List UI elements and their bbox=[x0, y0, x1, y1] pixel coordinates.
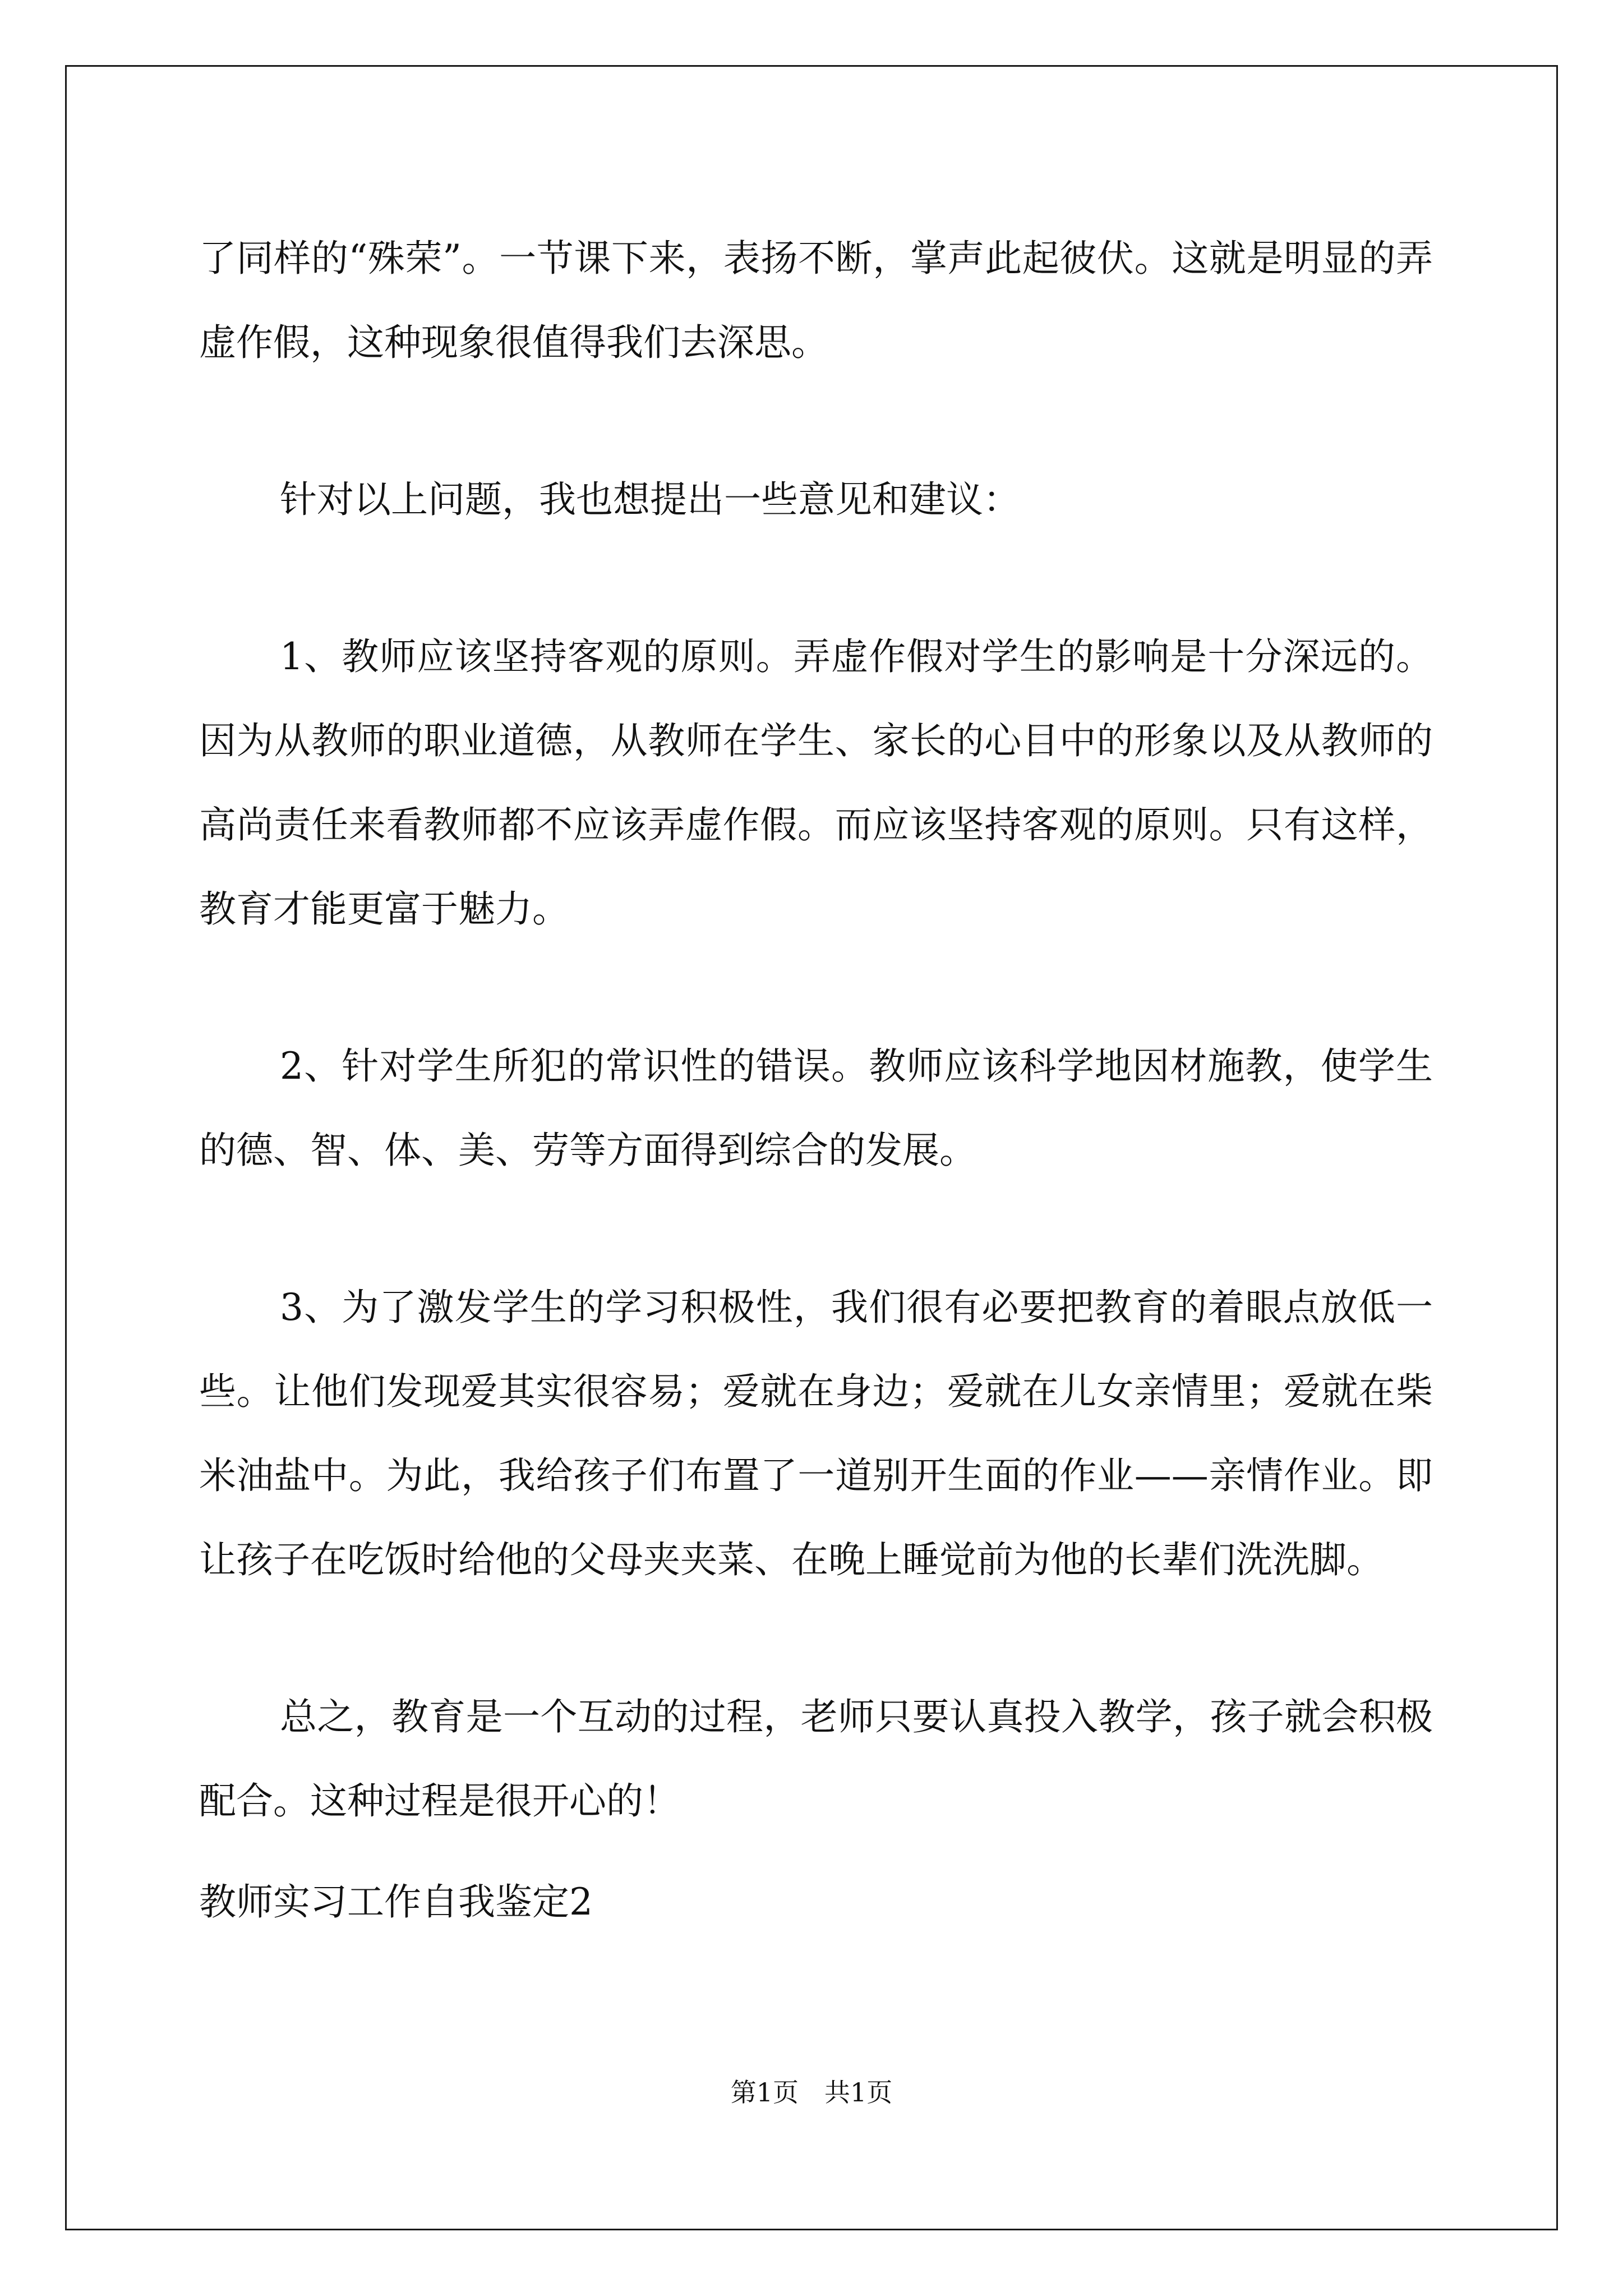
paragraph-suggestion-1: 1、教师应该坚持客观的原则。弄虚作假对学生的影响是十分深远的。因为从教师的职业道德，从教师在学生、家长的心目中的形象以及从教师的高尚责任来看教师都不应该弄虚作假。而应该坚持客观的原则。只有这样，教育才能更富于魅力。 bbox=[199, 635, 1433, 931]
paragraph-intro-suggestions: 针对以上问题，我也想提出一些意见和建议： bbox=[280, 478, 1020, 521]
paragraph-suggestion-2: 2、针对学生所犯的常识性的错误。教师应该科学地因材施教，使学生的德、智、体、美、劳等方面得到综合的发展。 bbox=[199, 1045, 1433, 1172]
section-heading: 教师实习工作自我鉴定2 bbox=[199, 1880, 593, 1924]
page-footer: 第1页 共1页 bbox=[730, 2077, 893, 2108]
paragraph-conclusion: 总之，教育是一个互动的过程，老师只要认真投入教学，孩子就会积极配合。这种过程是很开心的！ bbox=[199, 1695, 1433, 1823]
paragraph-continuation: 了同样的“殊荣”。一节课下来，表扬不断，掌声此起彼伏。这就是明显的弄虚作假，这种现象很值得我们去深思。 bbox=[199, 237, 1433, 364]
document-body bbox=[199, 217, 1433, 1944]
paragraph-suggestion-3: 3、为了激发学生的学习积极性，我们很有必要把教育的着眼点放低一些。让他们发现爱其实很容易；爱就在身边；爱就在儿女亲情里；爱就在柴米油盐中。为此，我给孩子们布置了一道别开生面的作业——亲情作业。即让孩子在吃饭时给他的父母夹夹菜、在晚上睡觉前为他的长辈们洗洗脚。 bbox=[199, 1286, 1433, 1581]
